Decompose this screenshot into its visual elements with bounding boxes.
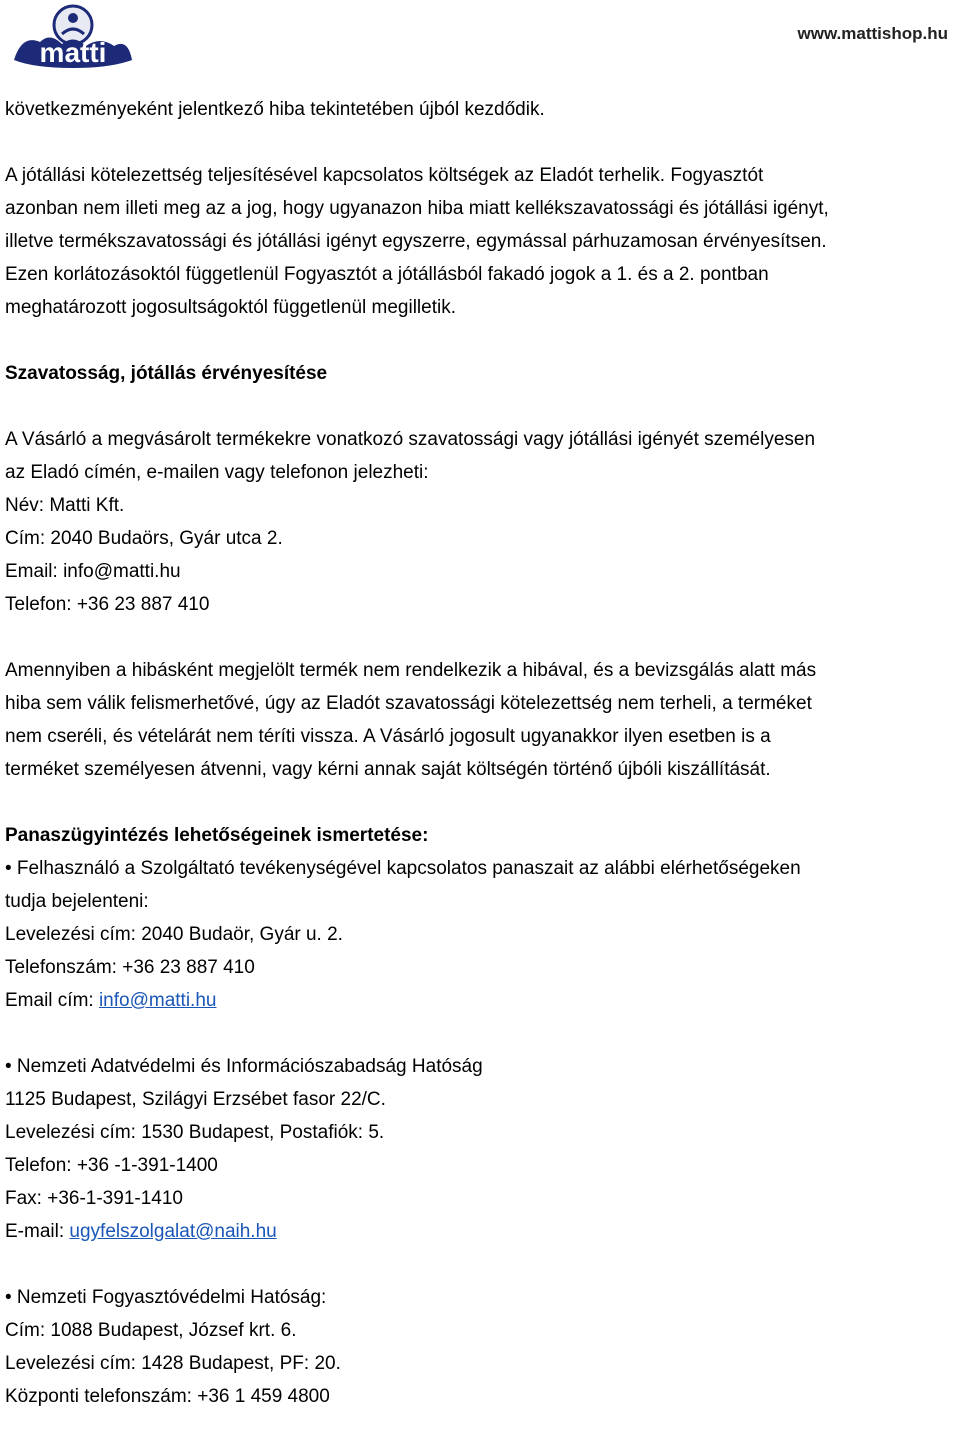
contact-postal-address: Levelezési cím: 1428 Budapest, PF: 20.: [5, 1353, 341, 1374]
section-heading: Szavatosság, jótállás érvényesítése: [5, 363, 328, 384]
paragraph-line: nem cseréli, és vételárát nem téríti vissza. A Vásárló jogosult ugyanakkor ilyen esetben is a: [5, 726, 771, 747]
paragraph-line: azonban nem illeti meg az a jog, hogy ugyanazon hiba miatt kellékszavatossági és jótállási igényt,: [5, 198, 829, 219]
contact-phone: Telefonszám: +36 23 887 410: [5, 957, 255, 978]
contact-fax: Fax: +36-1-391-1410: [5, 1188, 183, 1209]
bullet-item: • Nemzeti Adatvédelmi és Információszabadság Hatóság: [5, 1056, 483, 1077]
paragraph-line: tudja bejelenteni:: [5, 891, 149, 912]
paragraph-line: A Vásárló a megvásárolt termékekre vonatkozó szavatossági vagy jótállási igényét személyesen: [5, 429, 816, 450]
contact-email: [5, 1215, 950, 1248]
site-url[interactable]: www.mattishop.hu: [797, 24, 948, 43]
paragraph-line: Amennyiben a hibásként megjelölt termék nem rendelkezik a hibával, és a bevizsgálás alatt más: [5, 660, 817, 681]
paragraph-line: illetve termékszavatossági és jótállási igényt egyszerre, egymással párhuzamosan érvényesítsen.: [5, 231, 827, 252]
svg-text:matti: matti: [39, 37, 107, 68]
contact-address: 1125 Budapest, Szilágyi Erzsébet fasor 22/C.: [5, 1089, 386, 1110]
paragraph-line: hiba sem válik felismerhetővé, úgy az Eladót szavatossági kötelezettség nem terheli, a terméket: [5, 693, 812, 714]
section-heading: Panaszügyintézés lehetőségeinek ismertetése:: [5, 825, 429, 846]
email-label: E-mail:: [5, 1221, 70, 1242]
email-link[interactable]: info@matti.hu: [98, 990, 217, 1011]
contact-name: Név: Matti Kft.: [5, 495, 125, 516]
contact-postal-address: Levelezési cím: 1530 Budapest, Postafiók: 5.: [5, 1122, 385, 1143]
contact-phone: Telefon: +36 23 887 410: [5, 594, 210, 615]
bullet-item: • Nemzeti Fogyasztóvédelmi Hatóság:: [5, 1287, 327, 1308]
page-header: [0, 0, 960, 78]
contact-phone: Telefon: +36 -1-391-1400: [5, 1155, 218, 1176]
bullet-item: • Felhasználó a Szolgáltató tevékenységével kapcsolatos panaszait az alábbi elérhetőségeken: [5, 858, 801, 879]
contact-phone: Központi telefonszám: +36 1 459 4800: [5, 1386, 330, 1407]
paragraph-line: következményeként jelentkező hiba tekintetében újból kezdődik.: [5, 99, 545, 120]
document-body: [5, 93, 950, 1413]
paragraph-line: Ezen korlátozásoktól függetlenül Fogyasztót a jótállásból fakadó jogok a 1. és a 2. pontban: [5, 264, 769, 285]
email-label: Email cím:: [5, 990, 99, 1011]
paragraph-line: A jótállási kötelezettség teljesítésével kapcsolatos költségek az Eladót terhelik. Fogyasztót: [5, 165, 764, 186]
paragraph-line: az Eladó címén, e-mailen vagy telefonon jelezheti:: [5, 462, 429, 483]
email-link[interactable]: ugyfelszolgalat@naih.hu: [69, 1221, 277, 1242]
contact-address: Cím: 1088 Budapest, József krt. 6.: [5, 1320, 297, 1341]
paragraph-line: terméket személyesen átvenni, vagy kérni annak saját költségén történő újbóli kiszállítását.: [5, 759, 771, 780]
contact-address: Cím: 2040 Budaörs, Gyár utca 2.: [5, 528, 283, 549]
contact-email: Email: info@matti.hu: [5, 561, 181, 582]
contact-address: Levelezési cím: 2040 Budaör, Gyár u. 2.: [5, 924, 343, 945]
matti-logo: [10, 4, 136, 70]
paragraph-line: meghatározott jogosultságoktól függetlenül megilletik.: [5, 297, 456, 318]
contact-email: [5, 984, 950, 1017]
